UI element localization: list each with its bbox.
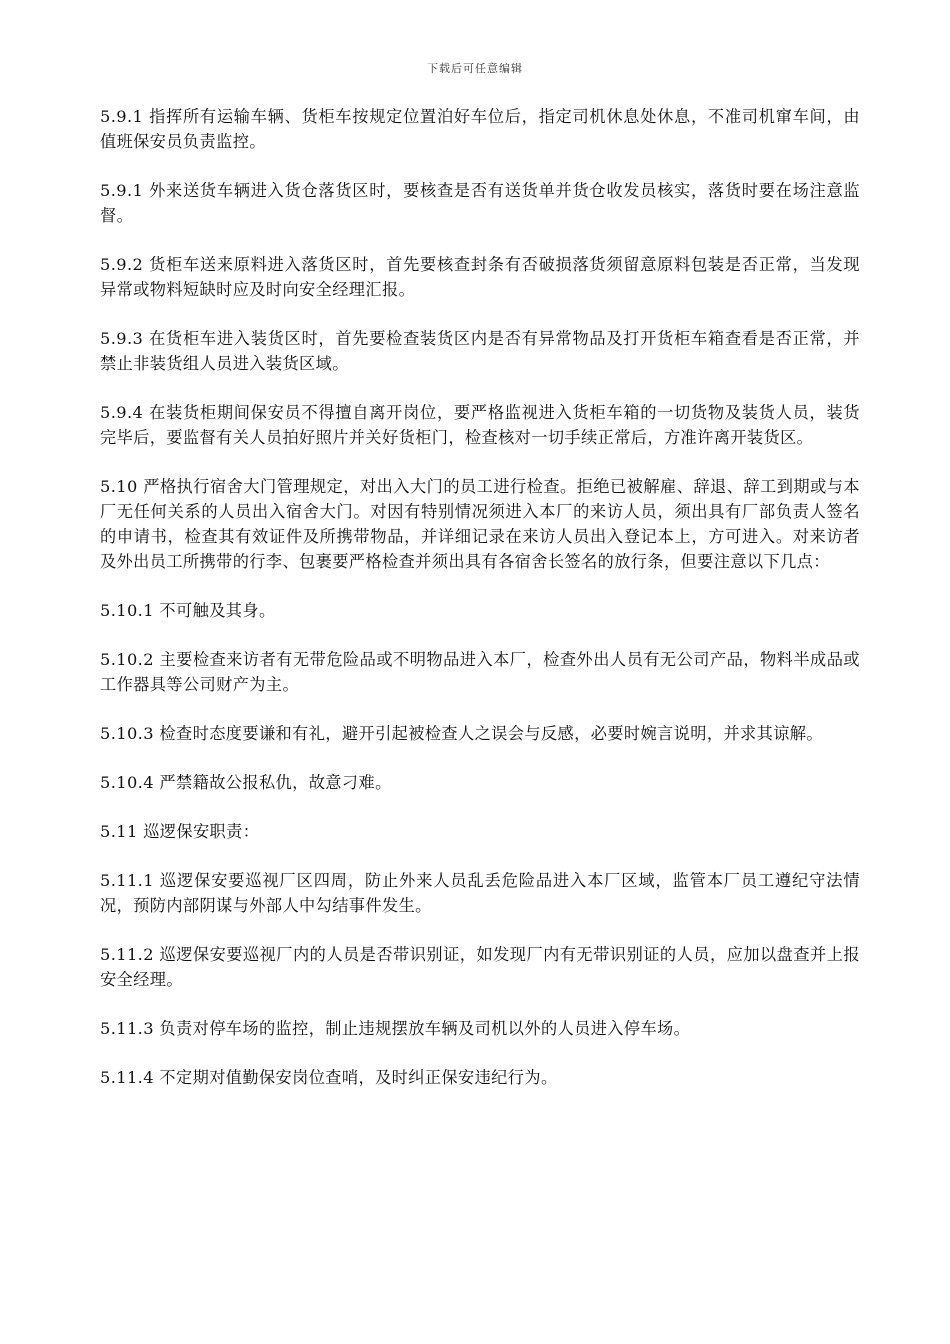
paragraph-5-9-3: 5.9.3 在货柜车进入装货区时，首先要检查装货区内是否有异常物品及打开货柜车箱查看是否正常，并禁止非装货组人员进入装货区域。 xyxy=(100,329,860,373)
paragraph-5-9-2: 5.9.2 货柜车送来原料进入落货区时，首先要核查封条有否破损落货须留意原料包装是否正常，当发现异常或物料短缺时应及时向安全经理汇报。 xyxy=(100,255,860,299)
paragraph-5-10-4: 5.10.4 严禁籍故公报私仇，故意刁难。 xyxy=(100,773,392,792)
document-body xyxy=(100,104,860,1114)
page-header: 下载后可任意编辑 xyxy=(427,62,523,75)
paragraph-5-11-2: 5.11.2 巡逻保安要巡视厂内的人员是否带识别证，如发现厂内有无带识别证的人员，应加以盘查并上报安全经理。 xyxy=(100,945,860,989)
paragraph-5-10-3: 5.10.3 检查时态度要谦和有礼，避开引起被检查人之误会与反感，必要时婉言说明，并求其谅解。 xyxy=(100,724,823,743)
paragraph-5-11-3: 5.11.3 负责对停车场的监控，制止违规摆放车辆及司机以外的人员进入停车场。 xyxy=(100,1019,691,1038)
paragraph-5-10-2: 5.10.2 主要检查来访者有无带危险品或不明物品进入本厂，检查外出人员有无公司产品，物料半成品或工作器具等公司财产为主。 xyxy=(100,650,860,694)
paragraph-5-11: 5.11 巡逻保安职责： xyxy=(100,822,260,841)
paragraph-5-11-4: 5.11.4 不定期对值勤保安岗位查哨，及时纠正保安违纪行为。 xyxy=(100,1068,558,1087)
paragraph-5-9-4: 5.9.4 在装货柜期间保安员不得擅自离开岗位，要严格监视进入货柜车箱的一切货物及装货人员，装货完毕后，要监督有关人员拍好照片并关好货柜门，检查核对一切手续正常后，方准许离开装货区。 xyxy=(100,403,860,447)
paragraph-5-10: 5.10 严格执行宿舍大门管理规定，对出入大门的员工进行检查。拒绝已被解雇、辞退、辞工到期或与本厂无任何关系的人员出入宿舍大门。对因有特别情况须进入本厂的来访人员，须出具有厂部负责人签名的申请书，检查其有效证件及所携带物品，并详细记录在来访人员出入登记本上，方可进入。对来访者及外出员工所携带的行李、包裹要严格检查并须出具有各宿舍长签名的放行条，但要注意以下几点： xyxy=(100,477,860,571)
paragraph-5-9-1-parking: 5.9.1 指挥所有运输车辆、货柜车按规定位置泊好车位后，指定司机休息处休息，不准司机窜车间，由值班保安员负责监控。 xyxy=(100,107,860,151)
paragraph-5-9-1-delivery: 5.9.1 外来送货车辆进入货仓落货区时，要核查是否有送货单并货仓收发员核实，落货时要在场注意监督。 xyxy=(100,181,860,225)
paragraph-5-11-1: 5.11.1 巡逻保安要巡视厂区四周，防止外来人员乱丢危险品进入本厂区域，监管本厂员工遵纪守法情况，预防内部阴谋与外部人中勾结事件发生。 xyxy=(100,871,860,915)
paragraph-5-10-1: 5.10.1 不可触及其身。 xyxy=(100,601,276,620)
